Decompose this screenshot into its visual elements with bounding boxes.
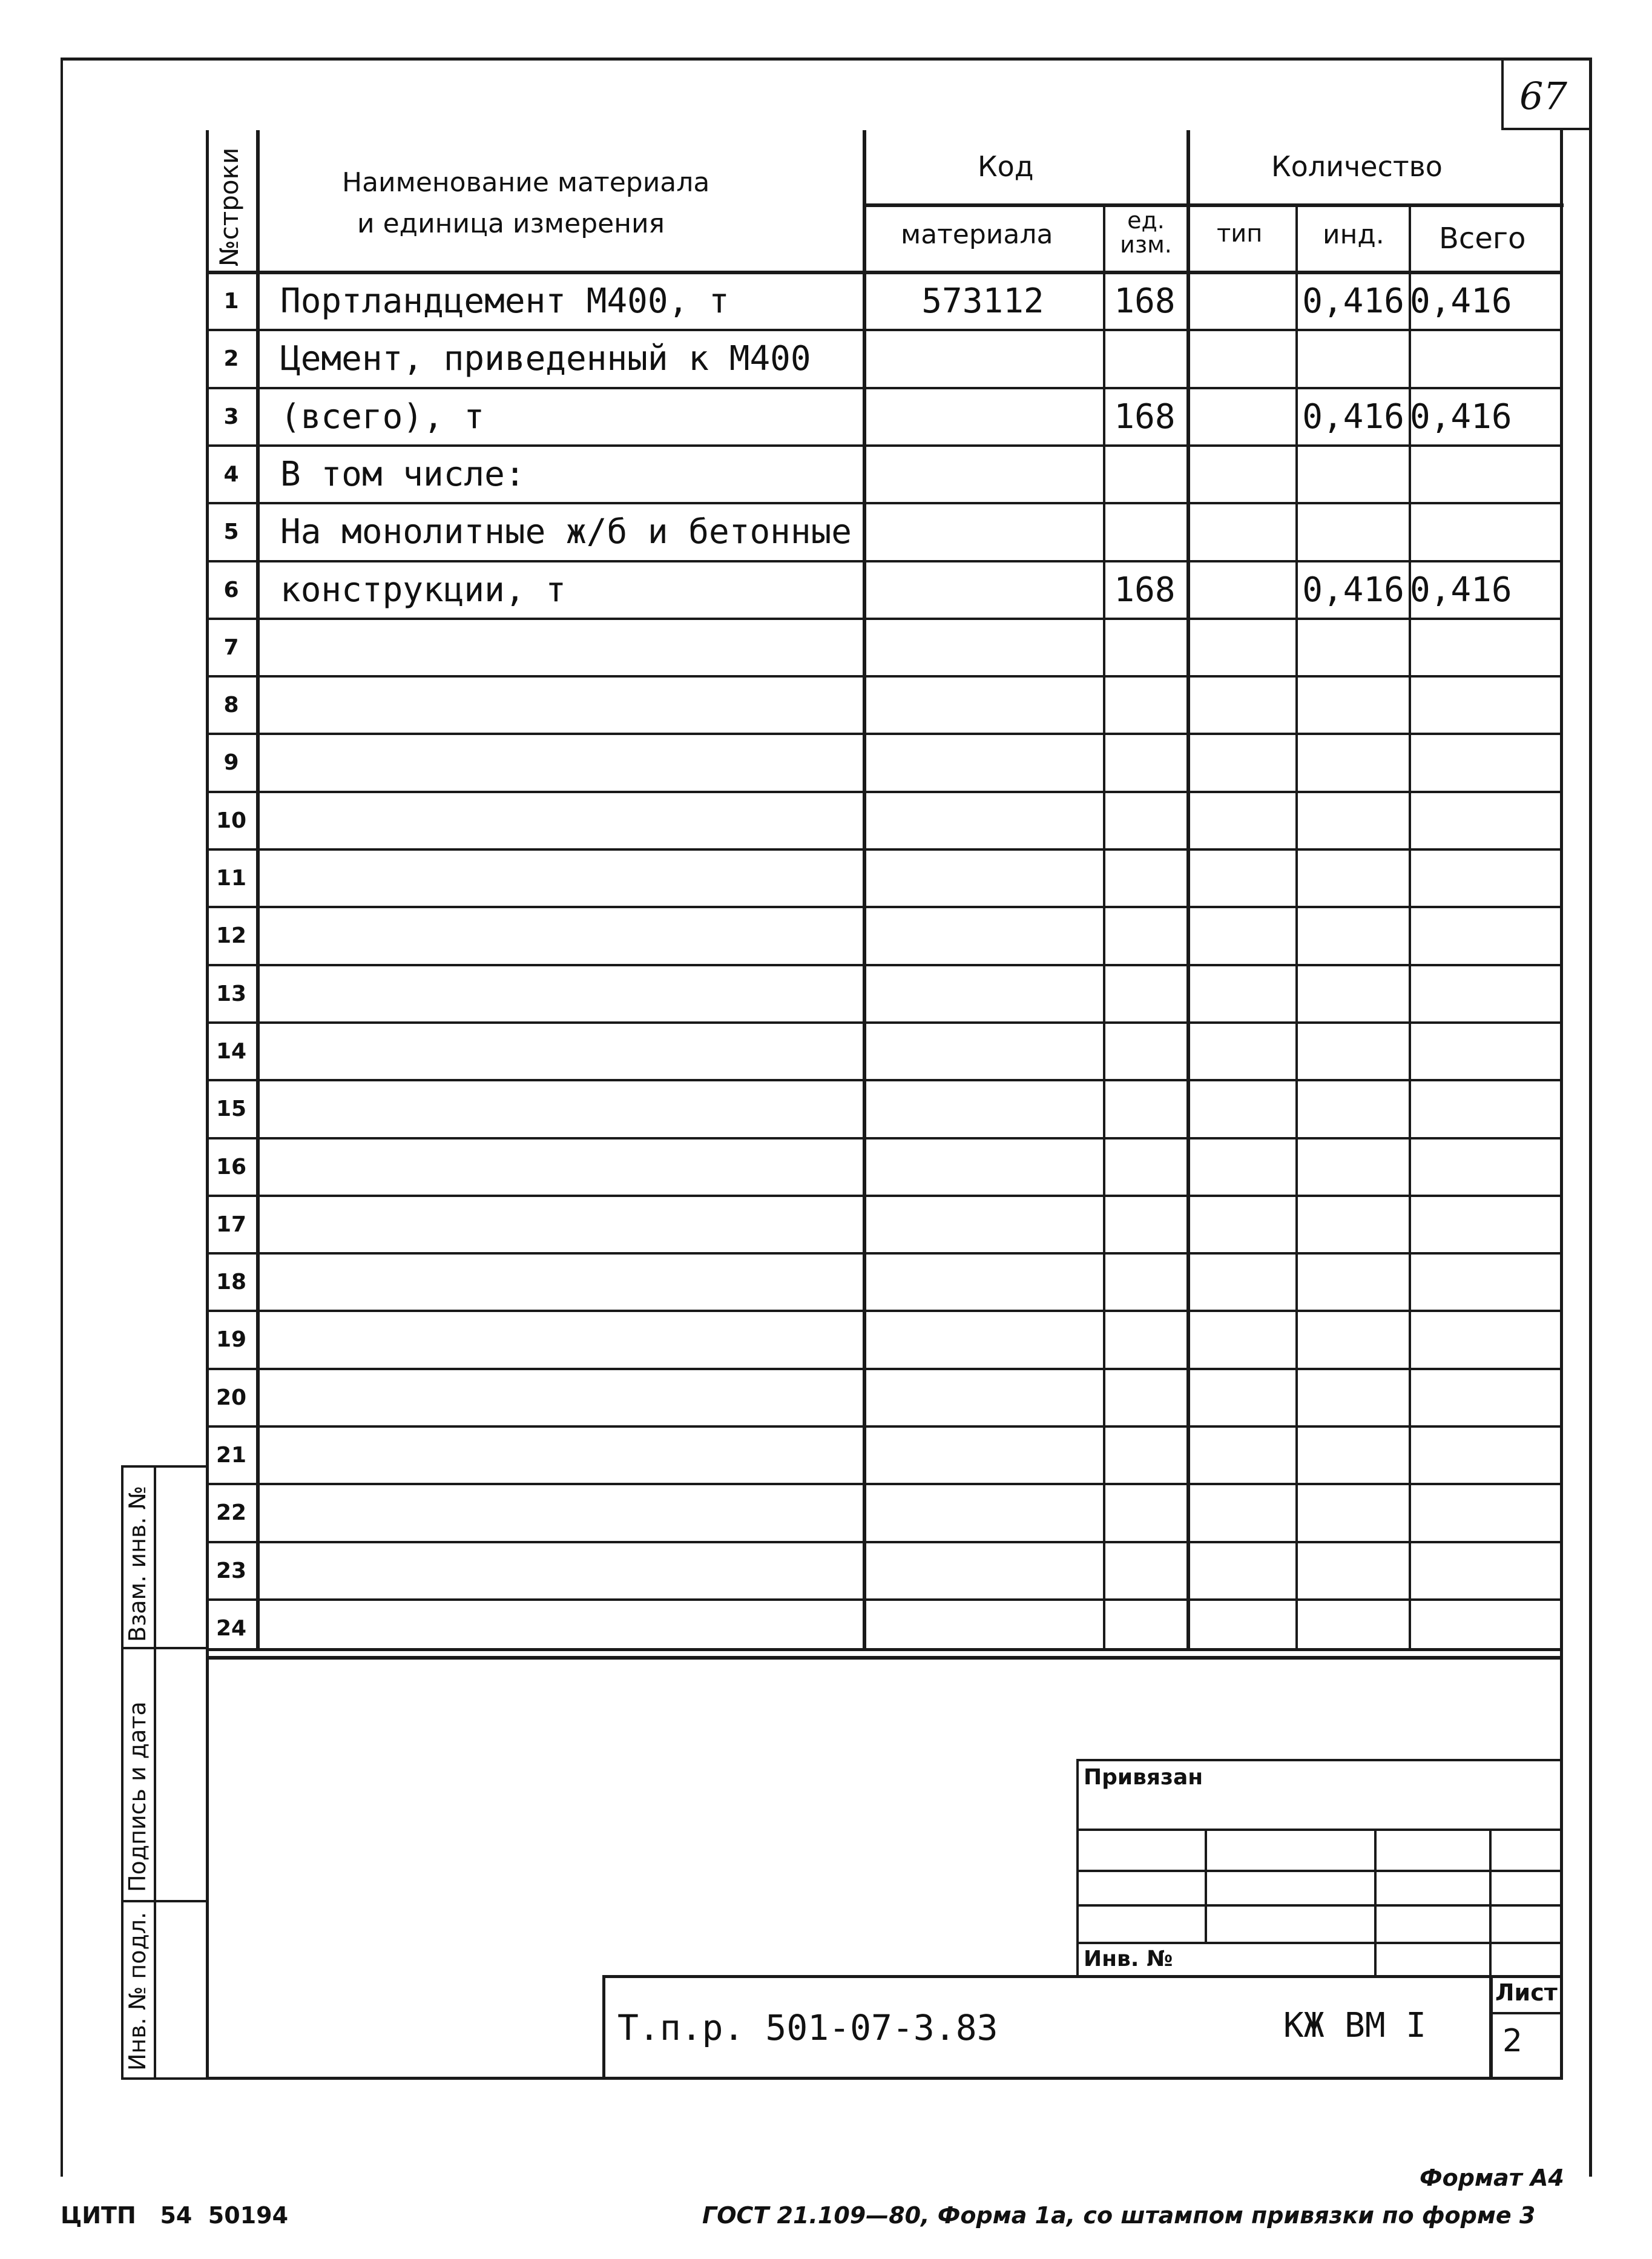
footer-format: Формат А4 (1420, 2165, 1564, 2191)
row-divider (206, 618, 1563, 620)
row-number: 1 (223, 289, 239, 314)
row-divider (206, 1541, 1563, 1543)
cell-name: (всего), т (280, 397, 485, 437)
row-divider (206, 560, 1563, 562)
row-number: 5 (223, 519, 239, 545)
title-block-sheet-divider (1489, 1975, 1493, 2080)
row-divider (206, 1368, 1563, 1370)
binding-col-1 (1205, 1829, 1207, 1942)
cell-ind: 0,416 (1302, 570, 1404, 610)
row-number: 20 (216, 1385, 247, 1410)
row-number: 15 (216, 1097, 247, 1122)
row-divider (206, 733, 1563, 735)
row-number: 3 (223, 404, 239, 429)
binding-inv-no: Инв. № (1084, 1947, 1173, 1971)
col-line-name (863, 130, 866, 1651)
cell-name: На монолитные ж/б и бетонные (280, 512, 852, 552)
header-name-line1: Наименование материала (342, 167, 710, 198)
row-number: 14 (216, 1038, 247, 1064)
binding-label: Привязан (1084, 1765, 1203, 1790)
cell-total: 0,416 (1410, 282, 1512, 321)
row-divider (206, 1137, 1563, 1139)
row-number: 22 (216, 1500, 247, 1526)
row-divider (206, 964, 1563, 966)
row-divider (206, 329, 1563, 331)
row-divider (206, 906, 1563, 908)
row-number: 13 (216, 981, 247, 1006)
cell-code: 573112 (921, 282, 1044, 321)
row-number: 7 (223, 635, 239, 660)
row-divider (206, 1598, 1563, 1601)
header-qty-ind: инд. (1323, 219, 1384, 250)
cell-total: 0,416 (1410, 570, 1512, 610)
header-quantity: Количество (1271, 150, 1443, 183)
side-stamp-line-2 (121, 1900, 209, 1902)
cell-unit: 168 (1114, 397, 1176, 437)
row-divider (206, 1310, 1563, 1312)
row-number: 10 (216, 808, 247, 833)
row-divider (206, 1079, 1563, 1081)
cell-name: Цемент, приведенный к М400 (280, 339, 811, 379)
row-divider (206, 444, 1563, 447)
title-block-sheet-line (1489, 2012, 1563, 2014)
title-code: КЖ ВМ I (1283, 2006, 1427, 2045)
side-stamp-inv-podl: Инв. № подл. (124, 1911, 151, 2071)
sheet-number: 2 (1502, 2023, 1523, 2059)
footer-right: ГОСТ 21.109—80, Форма 1а, со штампом привязки по форме 3 (702, 2202, 1536, 2229)
row-divider (206, 791, 1563, 793)
side-stamp-divider (154, 1465, 156, 2080)
row-number: 2 (223, 346, 239, 372)
row-divider (206, 1252, 1563, 1255)
row-number: 6 (223, 577, 239, 602)
row-number: 9 (223, 750, 239, 776)
footer-left: ЦИТП 54 50194 (61, 2202, 289, 2229)
header-qty-total: Всего (1439, 222, 1526, 256)
row-number: 23 (216, 1558, 247, 1583)
side-stamp-line-1 (121, 1647, 209, 1649)
header-name-line2: и единица измерения (357, 208, 665, 239)
row-number: 24 (216, 1615, 247, 1641)
cell-unit: 168 (1114, 282, 1176, 321)
header-code-unit: ед. изм. (1120, 207, 1172, 258)
col-line-rowno (256, 130, 260, 1651)
row-divider (206, 1483, 1563, 1485)
cell-ind: 0,416 (1302, 397, 1404, 437)
row-divider (206, 502, 1563, 504)
sheet-label: Лист (1495, 1979, 1558, 2006)
cell-name: Портландцемент М400, т (280, 282, 729, 321)
cell-ind: 0,416 (1302, 282, 1404, 321)
row-number: 16 (216, 1154, 247, 1179)
header-bottom-line (206, 271, 1563, 274)
row-divider (206, 1021, 1563, 1024)
row-number: 4 (223, 461, 239, 487)
row-number: 21 (216, 1443, 247, 1468)
row-number: 12 (216, 923, 247, 949)
side-stamp-vzam: Взам. инв. № (124, 1485, 151, 1642)
header-qty-type: тип (1217, 220, 1263, 248)
row-number: 8 (223, 693, 239, 718)
cell-total: 0,416 (1410, 397, 1512, 437)
row-number: 11 (216, 866, 247, 891)
row-divider (206, 1425, 1563, 1428)
side-stamp-podpis: Подпись и дата (124, 1701, 151, 1892)
header-code: Код (978, 150, 1034, 183)
binding-col-2 (1374, 1829, 1377, 1978)
header-code-material: материала (901, 219, 1053, 250)
row-number: 19 (216, 1327, 247, 1353)
cell-name: В том числе: (280, 454, 525, 494)
binding-col-3 (1489, 1829, 1492, 1978)
row-divider (206, 848, 1563, 851)
cell-unit: 168 (1114, 570, 1176, 610)
row-divider (206, 675, 1563, 678)
col-line-unit (1186, 130, 1190, 1651)
title-designation: Т.п.р. 501-07-3.83 (617, 2007, 998, 2048)
cell-name: конструкции, т (280, 570, 567, 610)
row-divider (206, 387, 1563, 389)
header-divider (863, 203, 1564, 207)
page-number: 67 (1519, 74, 1567, 118)
header-row-no: №строки (214, 147, 244, 266)
row-number: 17 (216, 1212, 247, 1237)
row-divider (206, 1195, 1563, 1197)
row-number: 18 (216, 1270, 247, 1295)
